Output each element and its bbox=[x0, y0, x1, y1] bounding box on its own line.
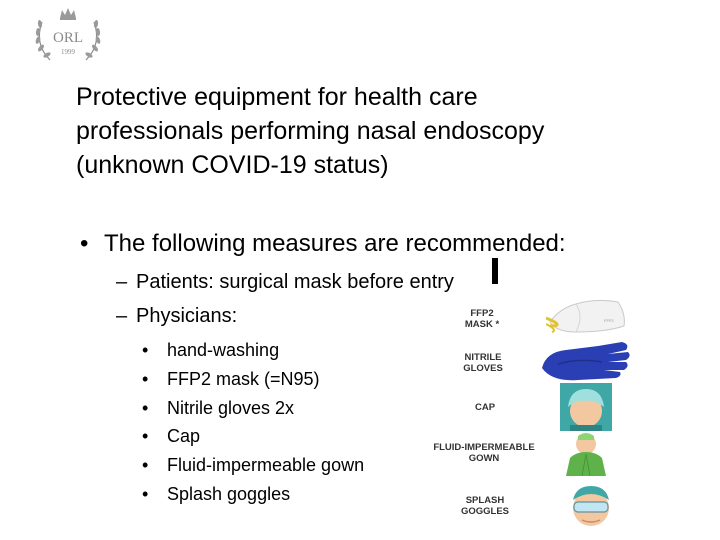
ppe-label-gloves: NITRILE GLOVES bbox=[463, 352, 503, 374]
list-item: • Cap bbox=[142, 426, 201, 447]
main-bullet-text: The following measures are recommended: bbox=[104, 230, 566, 257]
cap-image bbox=[560, 383, 612, 431]
list-item: • Fluid-impermeable gown bbox=[142, 455, 365, 476]
sub-item-text: Physicians: bbox=[136, 305, 238, 327]
main-bullet bbox=[80, 229, 566, 259]
sub-item-text: Patients: surgical mask before entry bbox=[136, 271, 454, 293]
ppe-label-gown: FLUID-IMPERMEABLE GOWN bbox=[433, 442, 535, 464]
ppe-label-goggles: SPLASH GOGGLES bbox=[460, 495, 510, 517]
text-cursor-marker bbox=[492, 258, 498, 284]
nitrile-gloves-image bbox=[538, 338, 632, 384]
slide-title bbox=[76, 80, 676, 182]
dash-symbol: – bbox=[116, 305, 128, 327]
svg-text:ORL: ORL bbox=[53, 30, 83, 46]
title-line: (unknown COVID-19 status) bbox=[76, 151, 389, 179]
orl-crest-image bbox=[28, 4, 108, 68]
list-item: • Nitrile gloves 2x bbox=[142, 397, 295, 418]
dash-symbol: – bbox=[116, 271, 128, 293]
list-item: • Splash goggles bbox=[142, 483, 291, 504]
sub-item-patients bbox=[116, 270, 454, 294]
goggles-image bbox=[566, 484, 616, 528]
gown-image bbox=[560, 432, 612, 476]
title-line: Protective equipment for health care bbox=[76, 83, 478, 111]
ppe-label-cap: CAP bbox=[474, 402, 496, 413]
orl-logo bbox=[28, 4, 108, 68]
list-item: • hand-washing bbox=[142, 340, 280, 360]
svg-text:FFP2: FFP2 bbox=[604, 318, 614, 323]
bullet-symbol: • bbox=[80, 230, 89, 257]
ppe-label-ffp2: FFP2 MASK * bbox=[464, 308, 500, 330]
title-line: professionals performing nasal endoscopy bbox=[76, 117, 545, 145]
ffp2-mask-image bbox=[546, 296, 628, 338]
svg-text:1999: 1999 bbox=[61, 48, 75, 56]
list-item: • FFP2 mask (=N95) bbox=[142, 368, 320, 389]
sub-item-physicians bbox=[116, 304, 237, 328]
physician-measures-list bbox=[142, 336, 364, 509]
